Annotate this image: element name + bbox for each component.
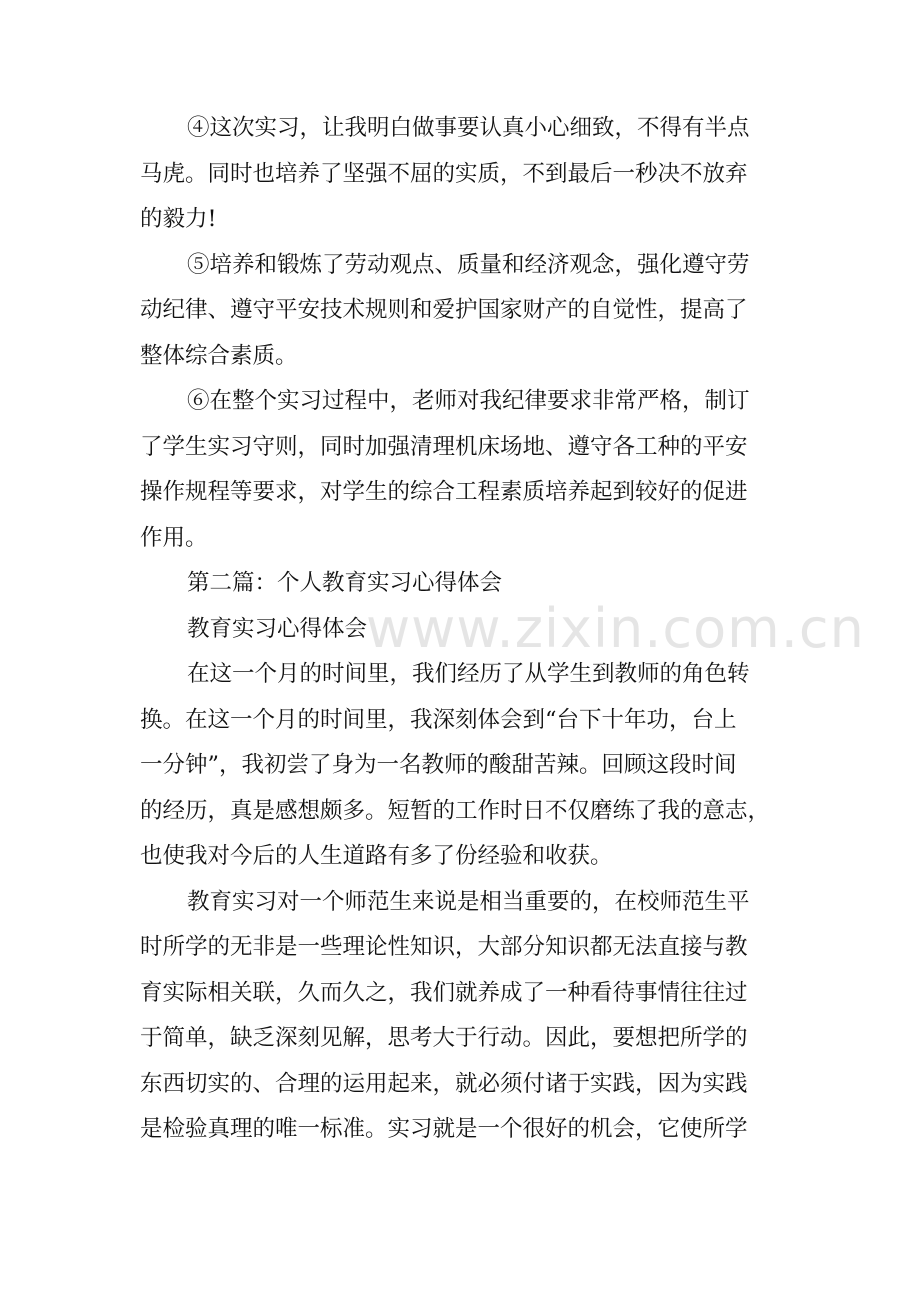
text-line: 的经历，真是感想颇多。短暂的工作时日不仅磨练了我的意志，	[140, 797, 771, 824]
text-line: 也使我对今后的人生道路有多了份经验和收获。	[140, 843, 613, 869]
text-line: 的毅力!	[140, 206, 217, 232]
text-line: 是检验真理的唯一标准。实习就是一个很好的机会，它使所学	[140, 1116, 748, 1142]
paragraph-item-6	[140, 379, 785, 561]
text-line: 时所学的无非是一些理论性知识，大部分知识都无法直接与教	[140, 934, 748, 960]
text-line: 换。在这一个月的时间里，我深刻体会到“台下十年功，台上	[140, 706, 737, 733]
text-line: 第二篇：个人教育实习心得体会	[187, 570, 503, 596]
text-line: ④这次实习，让我明白做事要认真小心细致，不得有半点	[187, 115, 750, 141]
text-line: 于简单，缺乏深刻见解，思考大于行动。因此，要想把所学的	[140, 1025, 748, 1051]
text-line: 马虎。同时也培养了坚强不屈的实质，不到最后一秒决不放弃	[140, 160, 748, 187]
text-line: 操作规程等要求，对学生的综合工程素质培养起到较好的促进	[140, 479, 748, 505]
text-line: 一分钟”，我初尝了身为一名教师的酸甜苦辣。回顾这段时间	[140, 752, 737, 778]
text-line: 动纪律、遵守平安技术规则和爱护国家财产的自觉性，提高了	[140, 297, 748, 323]
document-body	[140, 106, 785, 1153]
text-line: 教育实习心得体会	[187, 615, 368, 642]
paragraph-importance	[140, 880, 785, 1153]
paragraph-item-4	[140, 106, 785, 243]
text-line: 教育实习对一个师范生来说是相当重要的，在校师范生平	[187, 888, 750, 915]
section-heading	[140, 561, 785, 607]
text-line: ⑥在整个实习过程中，老师对我纪律要求非常严格，制订	[187, 388, 750, 414]
text-line: 育实际相关联，久而久之，我们就养成了一种看待事情往往过	[140, 979, 748, 1006]
text-line: 整体综合素质。	[140, 342, 298, 369]
text-line: 在这一个月的时间里，我们经历了从学生到教师的角色转	[187, 661, 750, 687]
watermark: www.zixin.com.cn	[366, 597, 865, 660]
text-line: 了学生实习守则，同时加强清理机床场地、遵守各工种的平安	[140, 433, 748, 460]
text-line: ⑤培养和锻炼了劳动观点、质量和经济观念，强化遵守劳	[187, 251, 750, 278]
text-line: 东西切实的、合理的运用起来，就必须付诸于实践，因为实践	[140, 1070, 748, 1097]
text-line: 作用。	[140, 524, 208, 551]
paragraph-item-5	[140, 243, 785, 380]
paragraph-intro	[140, 652, 785, 880]
article-title	[140, 607, 785, 653]
